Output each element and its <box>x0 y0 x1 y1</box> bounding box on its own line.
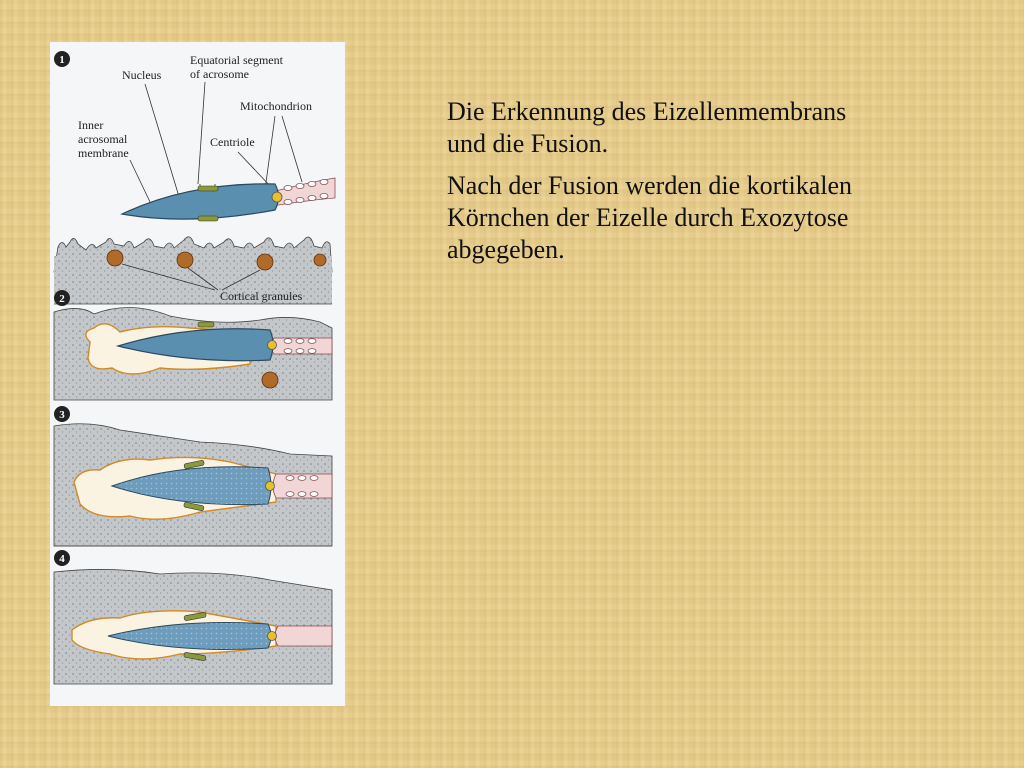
cortical-granule <box>107 250 123 266</box>
label-mitochondrion: Mitochondrion <box>240 99 312 113</box>
cortical-granule <box>177 252 193 268</box>
panel-3 <box>54 406 332 546</box>
label-nucleus: Nucleus <box>122 68 162 82</box>
fertilization-diagram <box>50 42 345 706</box>
fertilization-svg <box>50 42 345 706</box>
label-centriole: Centriole <box>210 135 255 149</box>
slide-text <box>447 96 867 276</box>
panel-4 <box>54 550 332 684</box>
panel-1-number: 1 <box>59 54 65 66</box>
label-inner-membrane-line3: membrane <box>78 146 129 160</box>
cortical-granule <box>262 372 278 388</box>
label-inner-membrane-line2: acrosomal <box>78 132 128 146</box>
cortical-granule <box>257 254 273 270</box>
panel-1 <box>54 51 335 304</box>
label-equatorial-line2: of acrosome <box>190 67 249 81</box>
label-equatorial-line1: Equatorial segment <box>190 53 283 67</box>
panel-4-number: 4 <box>59 553 65 565</box>
label-cortical-granules: Cortical granules <box>220 289 303 303</box>
label-inner-membrane-line1: Inner <box>78 118 104 132</box>
sperm-1 <box>122 178 335 221</box>
paragraph-recognition: Die Erkennung des Eizellenmembrans und die Fusion. <box>447 97 847 158</box>
panel-2-number: 2 <box>59 293 65 305</box>
panel-2 <box>54 290 332 400</box>
panel-3-number: 3 <box>59 409 65 421</box>
paragraph-exocytosis: Nach der Fusion werden die kortikalen Körnchen der Eizelle durch Exozytose abgegeben. <box>447 171 853 264</box>
cortical-granule <box>314 254 326 266</box>
egg-surface-1 <box>54 237 332 304</box>
